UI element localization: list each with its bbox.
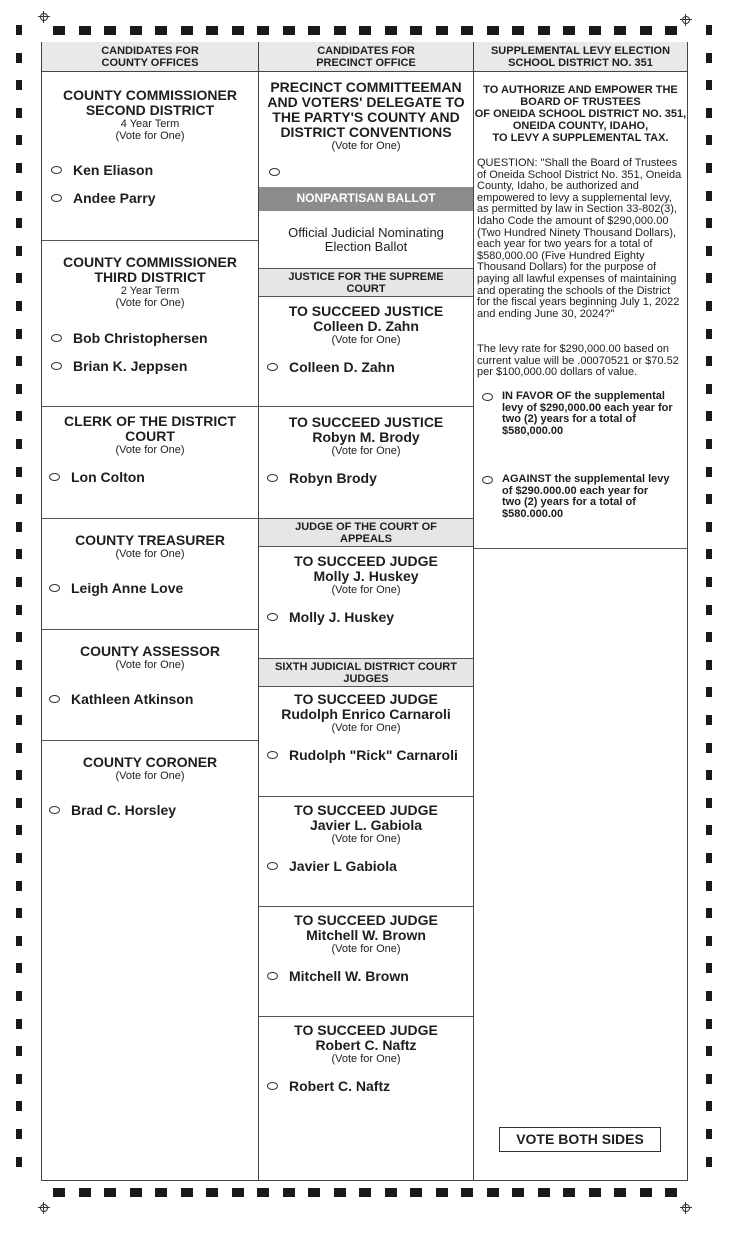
oval-icon[interactable] <box>267 751 278 759</box>
candidate-name: Javier L Gabiola <box>289 858 397 874</box>
timing-mark <box>16 411 22 421</box>
county-offices-header: CANDIDATES FOR COUNTY OFFICES <box>42 42 258 72</box>
candidate-name: Brad C. Horsley <box>71 802 177 818</box>
candidate-option[interactable] <box>49 802 176 818</box>
candidate-option[interactable] <box>49 691 193 707</box>
timing-mark <box>232 1188 244 1197</box>
timing-mark <box>461 26 473 35</box>
timing-mark <box>706 660 712 670</box>
timing-mark <box>16 1074 22 1084</box>
timing-mark <box>16 135 22 145</box>
timing-mark <box>16 356 22 366</box>
timing-mark <box>706 991 712 1001</box>
candidate-option[interactable] <box>267 609 394 625</box>
candidate-name: Bob Christophersen <box>73 330 208 346</box>
write-in-option[interactable] <box>269 168 291 176</box>
timing-mark <box>232 26 244 35</box>
timing-mark <box>334 1188 346 1197</box>
race-vote-instruction: (Vote for One) <box>115 297 185 309</box>
candidate-option[interactable] <box>49 580 183 596</box>
oval-icon[interactable] <box>51 194 62 202</box>
timing-mark <box>706 273 712 283</box>
timing-mark <box>16 494 22 504</box>
timing-mark <box>706 384 712 394</box>
oval-icon[interactable] <box>51 334 62 342</box>
timing-mark <box>16 108 22 118</box>
timing-mark <box>16 743 22 753</box>
candidate-option[interactable] <box>267 968 409 984</box>
candidate-option[interactable] <box>267 747 458 763</box>
timing-mark <box>614 26 626 35</box>
timing-mark <box>385 1188 397 1197</box>
candidate-name: Lon Colton <box>71 469 145 485</box>
race-vote-instruction: (Vote for One) <box>331 584 401 596</box>
timing-mark <box>257 1188 269 1197</box>
timing-mark <box>706 743 712 753</box>
race-county-coroner <box>42 741 258 851</box>
timing-mark <box>16 1129 22 1139</box>
column-divider <box>473 42 474 1181</box>
timing-mark <box>16 963 22 973</box>
oval-icon[interactable] <box>267 1082 278 1090</box>
timing-mark <box>79 26 91 35</box>
levy-election-header: SUPPLEMENTAL LEVY ELECTION SCHOOL DISTRICT NO. 351 <box>474 42 687 72</box>
oval-icon[interactable] <box>49 473 60 481</box>
timing-mark <box>16 1046 22 1056</box>
candidate-option[interactable] <box>51 358 187 374</box>
timing-mark <box>706 549 712 559</box>
timing-mark <box>706 467 712 477</box>
oval-icon[interactable] <box>267 613 278 621</box>
race-vote-instruction: (Vote for One) <box>115 770 185 782</box>
timing-mark <box>706 936 712 946</box>
levy-in-favor-option[interactable] <box>482 391 682 437</box>
race-vote-instruction: (Vote for One) <box>331 445 401 457</box>
timing-mark <box>706 770 712 780</box>
timing-mark <box>283 26 295 35</box>
race-title: COUNTY TREASURER <box>75 532 225 548</box>
timing-mark <box>538 26 550 35</box>
levy-question: QUESTION: "Shall the Board of Trustees of Oneida School District No. 351, Oneida County, Idaho, be authorized and empowered to levy a supplemental levy, as permitted by law in Section 33-802(3), Idaho Code the amount of $290,000.00 (Two Hundred Ninety Thousand Dollars), each year for two years for a total of $580,000.00 (Five Hundred Eighty Thousand Dollars) for the purpose of paying all lawful expenses of maintaining and operating the schools of the District for the fiscal years beginning July 1, 2022 and ending June 30, 2024?" <box>477 157 682 320</box>
candidate-name: Ken Eliason <box>73 162 154 178</box>
race-judge-carnaroli <box>259 687 473 796</box>
race-title: COUNTY COMMISSIONER SECOND DISTRICT <box>63 87 237 118</box>
race-vote-instruction: (Vote for One) <box>331 833 401 845</box>
timing-mark <box>104 26 116 35</box>
timing-mark <box>589 1188 601 1197</box>
timing-mark <box>706 246 712 256</box>
timing-mark <box>16 25 22 35</box>
candidate-name: Colleen D. Zahn <box>289 359 395 375</box>
race-judge-gabiola <box>259 797 473 906</box>
timing-mark <box>16 715 22 725</box>
timing-mark <box>706 605 712 615</box>
timing-mark <box>487 26 499 35</box>
oval-icon[interactable] <box>49 806 60 814</box>
levy-against-label: AGAINST the supplemental levy of $290.000.00 each year for two (2) years for a total of $580.000.00 <box>502 473 670 520</box>
timing-mark <box>16 218 22 228</box>
timing-mark <box>104 1188 116 1197</box>
race-vote-instruction: (Vote for One) <box>331 140 401 152</box>
timing-mark <box>706 1019 712 1029</box>
race-title: PRECINCT COMMITTEEMAN AND VOTERS' DELEGATE TO THE PARTY'S COUNTY AND DISTRICT CONVENTIONS <box>267 79 465 140</box>
race-county-commissioner-third <box>42 241 258 406</box>
timing-mark <box>16 632 22 642</box>
timing-mark <box>640 1188 652 1197</box>
candidate-option[interactable] <box>49 469 145 485</box>
timing-mark <box>640 26 652 35</box>
timing-mark <box>359 1188 371 1197</box>
timing-mark <box>16 1101 22 1111</box>
timing-mark <box>706 1046 712 1056</box>
race-title: TO SUCCEED JUDGE Molly J. Huskey <box>294 553 438 584</box>
timing-mark <box>16 936 22 946</box>
timing-mark <box>706 798 712 808</box>
race-vote-instruction: (Vote for One) <box>115 659 185 671</box>
levy-rate: The levy rate for $290,000.00 based on current value will be .00070521 or $70.52 per $100,000.00 dollars of value. <box>477 343 679 379</box>
timing-mark <box>706 53 712 63</box>
timing-mark <box>155 26 167 35</box>
race-title: COUNTY CORONER <box>82 754 218 770</box>
timing-mark <box>16 770 22 780</box>
race-clerk-district-court <box>42 407 258 518</box>
timing-mark <box>563 1188 575 1197</box>
timing-mark <box>308 1188 320 1197</box>
candidate-name: Rudolph "Rick" Carnaroli <box>289 747 458 763</box>
timing-mark <box>308 26 320 35</box>
oval-icon[interactable] <box>51 166 62 174</box>
race-vote-instruction: (Vote for One) <box>331 334 401 346</box>
registration-mark <box>680 14 692 26</box>
candidate-name: Robyn Brody <box>289 470 377 486</box>
timing-mark <box>706 25 712 35</box>
candidate-option[interactable] <box>267 1078 390 1094</box>
race-vote-instruction: (Vote for One) <box>115 130 185 142</box>
timing-mark <box>436 1188 448 1197</box>
timing-mark <box>16 881 22 891</box>
timing-mark <box>410 1188 422 1197</box>
race-title: TO SUCCEED JUDGE Robert C. Naftz <box>294 1022 438 1053</box>
precinct-office-header: CANDIDATES FOR PRECINCT OFFICE <box>259 42 473 72</box>
race-term: 4 Year Term <box>120 118 180 130</box>
levy-against-option[interactable] <box>482 474 682 520</box>
timing-mark <box>436 26 448 35</box>
timing-mark <box>410 26 422 35</box>
race-vote-instruction: (Vote for One) <box>331 943 401 955</box>
timing-mark <box>16 991 22 1001</box>
race-justice-brody <box>259 407 473 518</box>
district-court-heading: SIXTH JUDICIAL DISTRICT COURT JUDGES <box>259 659 473 686</box>
race-vote-instruction: (Vote for One) <box>331 722 401 734</box>
timing-mark <box>359 26 371 35</box>
oval-icon[interactable] <box>269 168 280 176</box>
timing-mark <box>706 108 712 118</box>
timing-mark <box>706 1074 712 1084</box>
timing-mark <box>206 26 218 35</box>
timing-mark <box>181 26 193 35</box>
oval-icon[interactable] <box>267 972 278 980</box>
timing-mark <box>706 163 712 173</box>
race-judge-naftz <box>259 1017 473 1127</box>
timing-mark <box>16 1019 22 1029</box>
timing-mark <box>487 1188 499 1197</box>
timing-mark <box>512 1188 524 1197</box>
timing-mark <box>706 825 712 835</box>
timing-mark <box>706 687 712 697</box>
candidate-option[interactable] <box>267 359 395 375</box>
timing-mark <box>706 356 712 366</box>
timing-mark <box>257 26 269 35</box>
timing-mark <box>706 218 712 228</box>
timing-mark <box>706 135 712 145</box>
candidate-option[interactable] <box>51 330 208 346</box>
timing-mark <box>16 467 22 477</box>
judicial-ballot-subtitle: Official Judicial Nominating Election Ballot <box>288 225 444 254</box>
timing-mark <box>706 80 712 90</box>
levy-section-divider <box>474 548 687 549</box>
registration-mark <box>680 1202 692 1214</box>
oval-icon[interactable] <box>51 362 62 370</box>
race-title: TO SUCCEED JUDGE Mitchell W. Brown <box>294 912 438 943</box>
race-judge-brown <box>259 907 473 1016</box>
race-title: TO SUCCEED JUSTICE Robyn M. Brody <box>288 414 444 445</box>
oval-icon[interactable] <box>49 695 60 703</box>
registration-mark <box>38 11 50 23</box>
timing-mark <box>706 1129 712 1139</box>
timing-mark <box>706 301 712 311</box>
timing-mark <box>155 1188 167 1197</box>
timing-mark <box>16 549 22 559</box>
race-county-commissioner-second <box>42 72 258 240</box>
race-term: 2 Year Term <box>120 285 180 297</box>
timing-mark <box>283 1188 295 1197</box>
registration-mark <box>38 1202 50 1214</box>
timing-mark <box>538 1188 550 1197</box>
timing-mark <box>16 439 22 449</box>
race-justice-zahn <box>259 297 473 406</box>
timing-mark <box>706 439 712 449</box>
timing-mark <box>385 26 397 35</box>
timing-mark <box>16 660 22 670</box>
timing-mark <box>16 53 22 63</box>
race-vote-instruction: (Vote for One) <box>331 1053 401 1065</box>
timing-mark <box>16 687 22 697</box>
supreme-court-heading: JUSTICE FOR THE SUPREME COURT <box>259 269 473 296</box>
race-title: CLERK OF THE DISTRICT COURT <box>64 413 236 444</box>
timing-mark <box>16 853 22 863</box>
race-title: TO SUCCEED JUDGE Javier L. Gabiola <box>294 802 438 833</box>
oval-icon[interactable] <box>482 476 493 484</box>
race-title: TO SUCCEED JUSTICE Colleen D. Zahn <box>288 303 444 334</box>
race-title: COUNTY ASSESSOR <box>79 643 221 659</box>
levy-heading: TO AUTHORIZE AND EMPOWER THE BOARD OF TRUSTEES OF ONEIDA SCHOOL DISTRICT NO. 351, ONEIDA COUNTY, IDAHO, TO LEVY A SUPPLEMENTAL TAX. <box>474 84 687 144</box>
court-of-appeals-heading: JUDGE OF THE COURT OF APPEALS <box>259 519 473 546</box>
oval-icon[interactable] <box>267 363 278 371</box>
timing-mark <box>16 522 22 532</box>
timing-mark <box>706 853 712 863</box>
timing-mark <box>665 1188 677 1197</box>
oval-icon[interactable] <box>49 584 60 592</box>
timing-mark <box>706 191 712 201</box>
timing-mark <box>16 825 22 835</box>
levy-in-favor-label: IN FAVOR OF the supplemental levy of $290,000.00 each year for two (2) years for a total of $580,000.00 <box>502 390 673 437</box>
race-county-treasurer <box>42 519 258 629</box>
timing-mark <box>706 1157 712 1167</box>
candidate-name: Andee Parry <box>73 190 156 206</box>
timing-mark <box>334 26 346 35</box>
timing-mark <box>16 273 22 283</box>
timing-mark <box>706 522 712 532</box>
race-title: COUNTY COMMISSIONER THIRD DISTRICT <box>63 254 237 285</box>
race-county-assessor <box>42 630 258 740</box>
candidate-option[interactable] <box>267 858 397 874</box>
oval-icon[interactable] <box>267 862 278 870</box>
timing-mark <box>706 908 712 918</box>
race-title: TO SUCCEED JUDGE Rudolph Enrico Carnaroli <box>281 691 451 722</box>
timing-mark <box>16 908 22 918</box>
timing-mark <box>16 191 22 201</box>
candidate-name: Leigh Anne Love <box>71 580 184 596</box>
timing-mark <box>706 329 712 339</box>
timing-mark <box>16 246 22 256</box>
timing-mark <box>706 577 712 587</box>
timing-mark <box>79 1188 91 1197</box>
candidate-name: Robert C. Naftz <box>289 1078 391 1094</box>
race-vote-instruction: (Vote for One) <box>115 548 185 560</box>
timing-mark <box>706 1101 712 1111</box>
timing-mark <box>16 384 22 394</box>
timing-mark <box>563 26 575 35</box>
oval-icon[interactable] <box>267 474 278 482</box>
timing-mark <box>16 329 22 339</box>
timing-mark <box>589 26 601 35</box>
timing-mark <box>16 301 22 311</box>
timing-mark <box>16 80 22 90</box>
timing-mark <box>53 1188 65 1197</box>
timing-mark <box>706 963 712 973</box>
timing-mark <box>16 163 22 173</box>
timing-mark <box>130 26 142 35</box>
candidate-name: Kathleen Atkinson <box>71 691 194 707</box>
timing-mark <box>16 1157 22 1167</box>
timing-mark <box>706 881 712 891</box>
timing-mark <box>461 1188 473 1197</box>
timing-mark <box>665 26 677 35</box>
candidate-option[interactable] <box>267 470 377 486</box>
candidate-option[interactable] <box>51 190 155 206</box>
nonpartisan-banner: NONPARTISAN BALLOT <box>259 187 473 211</box>
timing-mark <box>181 1188 193 1197</box>
timing-mark <box>16 577 22 587</box>
candidate-name: Brian K. Jeppsen <box>73 358 188 374</box>
timing-mark <box>53 26 65 35</box>
timing-mark <box>16 798 22 808</box>
race-precinct-committeeman <box>259 72 473 184</box>
oval-icon[interactable] <box>482 393 493 401</box>
timing-mark <box>130 1188 142 1197</box>
vote-both-sides-notice: VOTE BOTH SIDES <box>499 1127 661 1152</box>
timing-mark <box>706 494 712 504</box>
timing-mark <box>706 411 712 421</box>
candidate-name: Molly J. Huskey <box>289 609 395 625</box>
candidate-option[interactable] <box>51 162 153 178</box>
timing-mark <box>614 1188 626 1197</box>
timing-mark <box>706 632 712 642</box>
timing-mark <box>512 26 524 35</box>
timing-mark <box>16 605 22 615</box>
timing-mark <box>706 715 712 725</box>
timing-mark <box>206 1188 218 1197</box>
race-vote-instruction: (Vote for One) <box>115 444 185 456</box>
race-judge-huskey <box>259 547 473 658</box>
candidate-name: Mitchell W. Brown <box>289 968 409 984</box>
